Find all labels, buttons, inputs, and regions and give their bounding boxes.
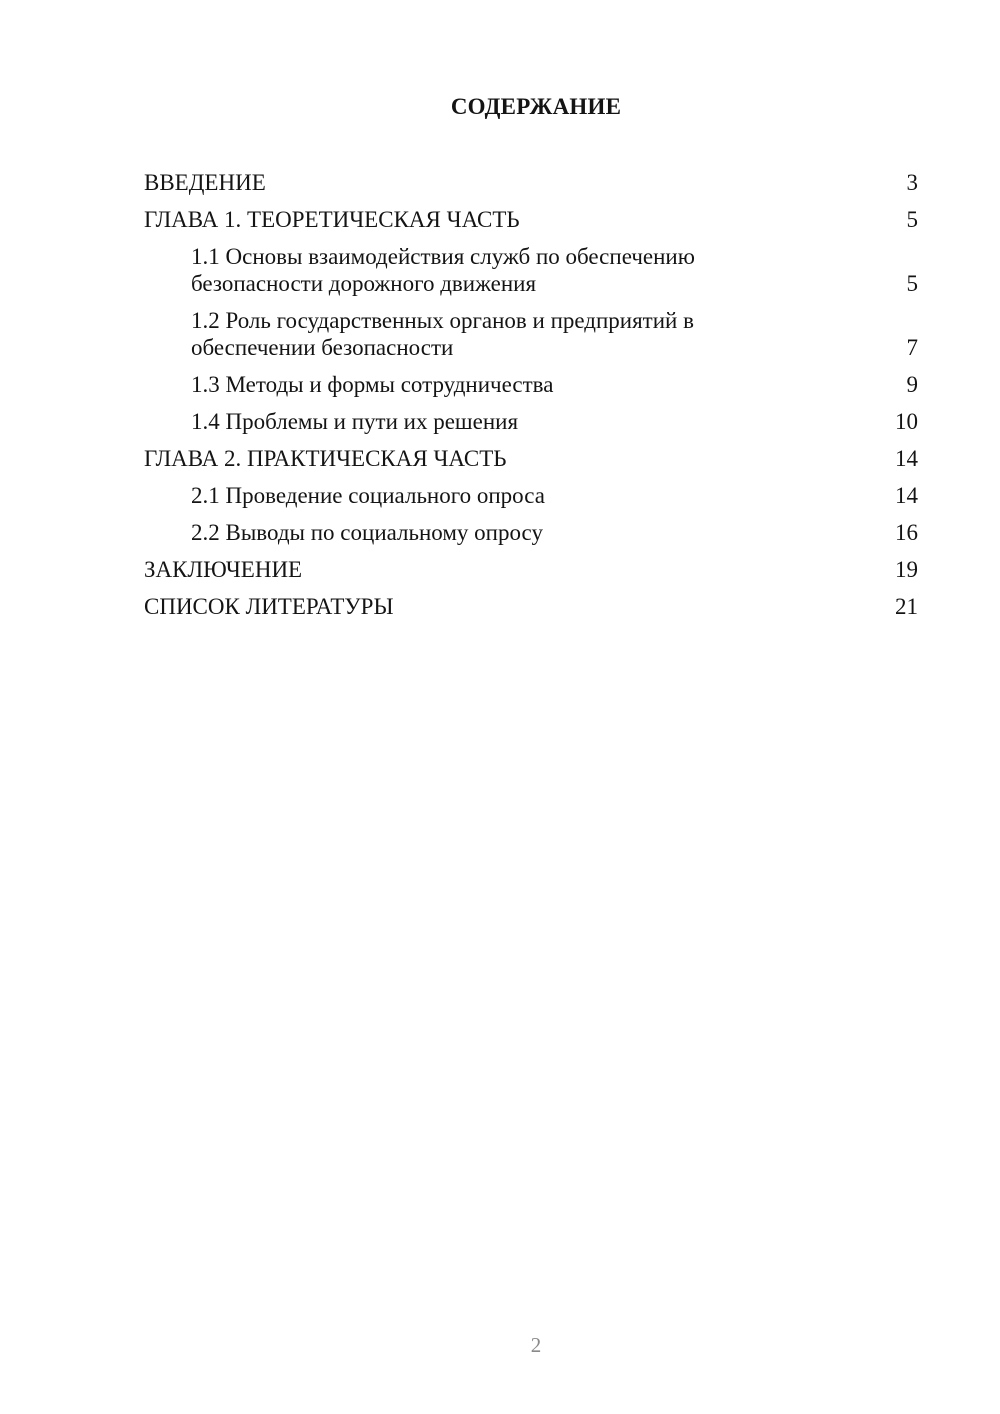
toc-entry-text: 1.3 Методы и формы сотрудничества (191, 372, 554, 397)
toc-entry-page: 10 (895, 409, 918, 434)
toc-entry-text: 1.1 Основы взаимодействия служб по обеспечению безопасности дорожного движения (191, 244, 695, 296)
toc-entry-section-1-2[interactable] (144, 307, 918, 361)
toc-entry-page: 19 (895, 557, 918, 582)
toc-entry-text: ЗАКЛЮЧЕНИЕ (144, 557, 303, 582)
toc-entry-introduction[interactable] (144, 169, 918, 196)
toc-entry-text: СПИСОК ЛИТЕРАТУРЫ (144, 594, 394, 619)
toc-entry-text: 2.2 Выводы по социальному опросу (191, 520, 543, 545)
toc-entry-text: ВВЕДЕНИЕ (144, 170, 266, 195)
toc-entry-page: 14 (895, 446, 918, 471)
page-number: 2 (530, 1333, 542, 1357)
toc-entry-page: 3 (906, 170, 918, 195)
toc-entry-section-1-4[interactable] (144, 408, 918, 435)
table-of-contents (144, 169, 918, 630)
toc-entry-page: 5 (906, 271, 918, 296)
toc-entry-text: ГЛАВА 1. ТЕОРЕТИЧЕСКАЯ ЧАСТЬ (144, 207, 520, 232)
toc-entry-page: 16 (895, 520, 918, 545)
toc-entry-page: 9 (906, 372, 918, 397)
toc-entry-references[interactable] (144, 593, 918, 620)
toc-entry-text: 1.4 Проблемы и пути их решения (191, 409, 519, 434)
toc-entry-conclusion[interactable] (144, 556, 918, 583)
toc-entry-text: ГЛАВА 2. ПРАКТИЧЕСКАЯ ЧАСТЬ (144, 446, 507, 471)
toc-entry-page: 7 (906, 335, 918, 360)
page-title: СОДЕРЖАНИЕ (450, 94, 622, 119)
toc-entry-text: 2.1 Проведение социального опроса (191, 483, 545, 508)
toc-entry-page: 14 (895, 483, 918, 508)
toc-entry-page: 5 (906, 207, 918, 232)
toc-entry-text: 1.2 Роль государственных органов и предприятий в обеспечении безопасности (191, 308, 694, 360)
toc-entry-chapter-1[interactable] (144, 206, 918, 233)
toc-entry-section-2-2[interactable] (144, 519, 918, 546)
toc-entry-section-1-3[interactable] (144, 371, 918, 398)
toc-entry-section-1-1[interactable] (144, 243, 918, 297)
toc-entry-chapter-2[interactable] (144, 445, 918, 472)
toc-entry-page: 21 (895, 594, 918, 619)
toc-entry-section-2-1[interactable] (144, 482, 918, 509)
